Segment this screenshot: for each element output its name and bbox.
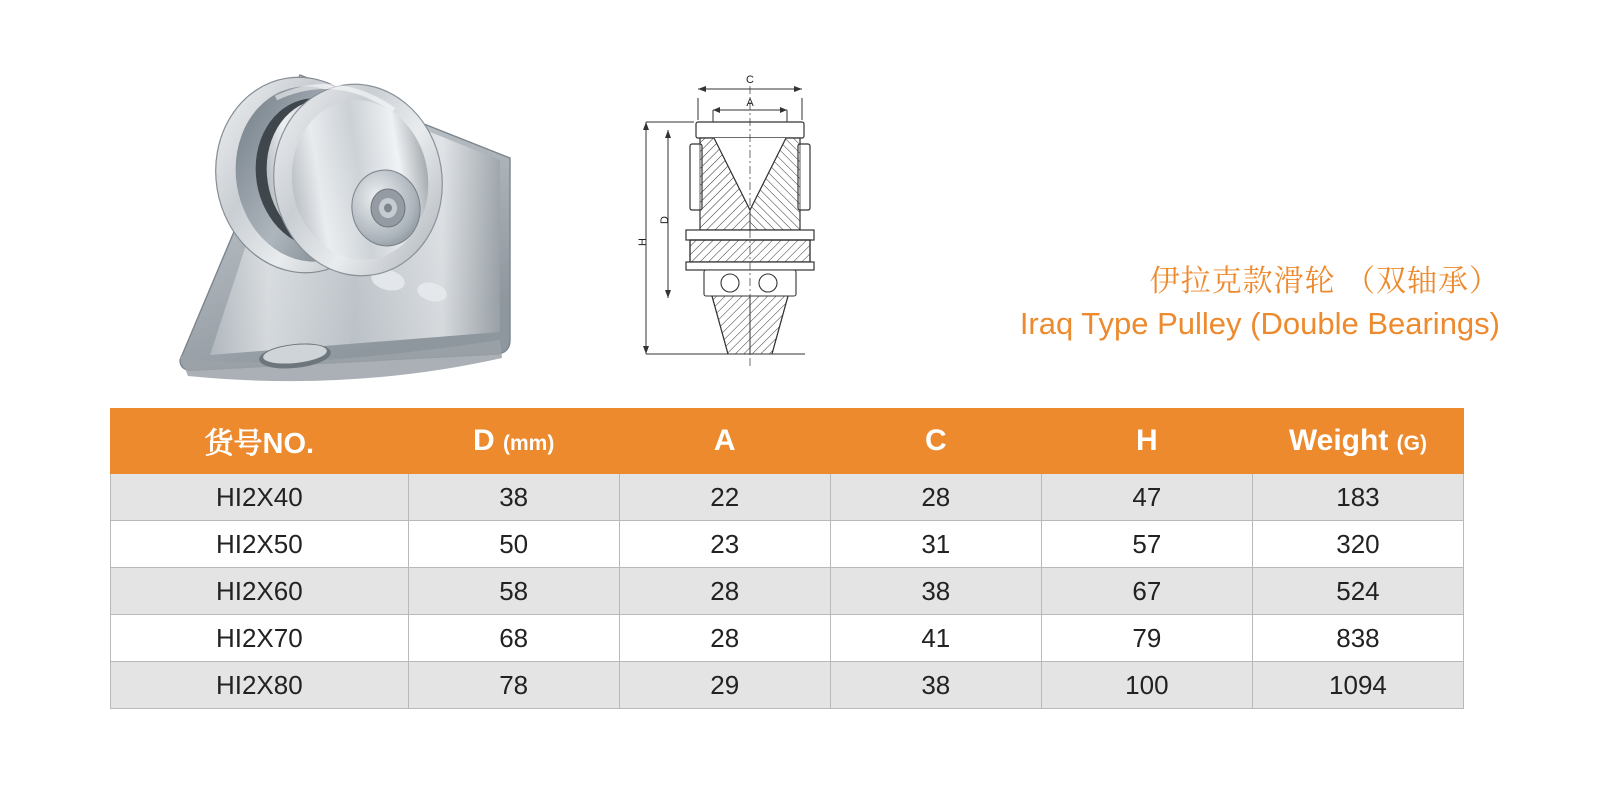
cell-no: HI2X40 [111,474,409,521]
cell-d: 58 [408,568,619,615]
technical-drawing [630,60,860,380]
table-row [111,568,1464,615]
technical-drawing-illustration [630,60,860,380]
cell-c: 28 [830,474,1041,521]
cell-a: 22 [619,474,830,521]
cell-a: 29 [619,662,830,709]
cell-no: HI2X50 [111,521,409,568]
cell-no: HI2X60 [111,568,409,615]
table-row [111,474,1464,521]
column-header-h: H [1041,409,1252,474]
table-row [111,662,1464,709]
drawing-label-d: D [659,216,671,224]
column-header-d-label: D [473,424,495,457]
table-header-row [111,409,1464,474]
column-header-weight [1252,409,1463,474]
cell-a: 23 [619,521,830,568]
column-header-d-unit: (mm) [503,432,555,455]
cell-c: 38 [830,568,1041,615]
product-title [1020,262,1500,344]
column-header-a: A [619,409,830,474]
cell-d: 50 [408,521,619,568]
cell-weight: 320 [1252,521,1463,568]
cell-h: 79 [1041,615,1252,662]
cell-c: 31 [830,521,1041,568]
cell-weight: 183 [1252,474,1463,521]
drawing-label-h: H [637,238,649,246]
cell-a: 28 [619,615,830,662]
cell-h: 57 [1041,521,1252,568]
table-row [111,521,1464,568]
column-header-c: C [830,409,1041,474]
product-title-english: Iraq Type Pulley (Double Bearings) [1019,305,1500,341]
cell-c: 41 [830,615,1041,662]
column-header-weight-label: Weight [1288,424,1389,457]
product-photo-illustration [150,40,570,390]
cell-no: HI2X70 [111,615,409,662]
cell-weight: 524 [1252,568,1463,615]
cell-weight: 838 [1252,615,1463,662]
cell-h: 67 [1041,568,1252,615]
product-photo [150,40,570,390]
column-header-no: 货号NO. [111,409,409,474]
cell-weight: 1094 [1252,662,1463,709]
drawing-label-c: C [746,74,754,86]
specification-table [110,408,1464,709]
product-title-chinese: 伊拉克款滑轮 （双轴承） [1149,265,1500,298]
cell-c: 38 [830,662,1041,709]
cell-a: 28 [619,568,830,615]
cell-h: 47 [1041,474,1252,521]
cell-no: HI2X80 [111,662,409,709]
cell-d: 68 [408,615,619,662]
column-header-d [408,409,619,474]
drawing-label-a: A [746,97,754,109]
column-header-weight-unit: (G) [1396,432,1427,455]
table-row [111,615,1464,662]
cell-d: 78 [408,662,619,709]
cell-d: 38 [408,474,619,521]
cell-h: 100 [1041,662,1252,709]
